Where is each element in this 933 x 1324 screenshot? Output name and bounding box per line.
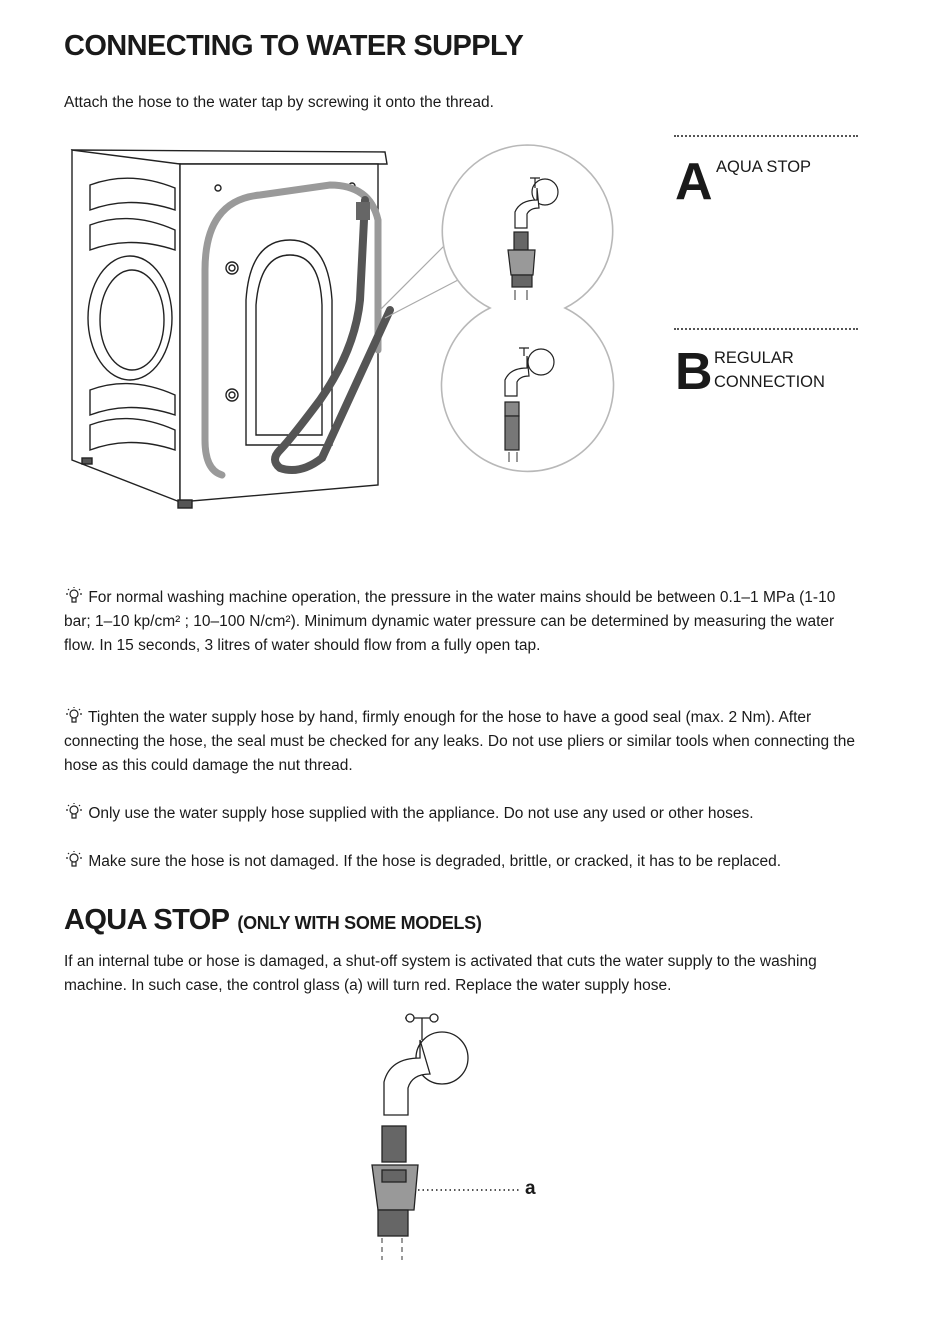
tip-item [64, 802, 884, 826]
aqua-stop-tap-illustration [360, 1010, 530, 1265]
aqua-stop-note: (ONLY WITH SOME MODELS) [237, 913, 482, 933]
divider-a [674, 135, 858, 137]
option-a-label: AQUA STOP [716, 158, 812, 176]
aqua-stop-heading [64, 904, 482, 937]
lightbulb-tip-icon [64, 706, 84, 724]
lightbulb-tip-icon [64, 802, 84, 820]
option-b-label: REGULAR CONNECTION [714, 349, 825, 391]
aqua-stop-title: AQUA STOP [64, 904, 230, 936]
divider-b [674, 328, 858, 330]
aqua-stop-text: If an internal tube or hose is damaged, a shut-off system is activated that cuts the water supply to the washing machine. In such case, the control glass (a) will turn red. Replace the water supply hose. [64, 953, 817, 994]
washing-machine-illustration [60, 140, 400, 515]
callout-a-label: a [525, 1178, 536, 1199]
option-b-letter: B [675, 343, 713, 401]
lightbulb-tip-icon [64, 850, 84, 868]
page-title: CONNECTING TO WATER SUPPLY [64, 30, 524, 62]
option-a-letter: A [675, 153, 713, 211]
lightbulb-tip-icon [64, 586, 84, 604]
intro-text: Attach the hose to the water tap by screwing it onto the thread. [64, 94, 494, 111]
tip-text: Make sure the hose is not damaged. If the hose is degraded, brittle, or cracked, it has to be replaced. [88, 853, 782, 870]
tip-text: Tighten the water supply hose by hand, firmly enough for the hose to have a good seal (max. 2 Nm). After connecting the hose, the seal must be checked for any leaks. Do not use pliers or similar tools when connecting the hose as this could damage the nut thread. [64, 709, 855, 774]
tip-item [64, 586, 864, 658]
tip-text: Only use the water supply hose supplied with the appliance. Do not use any used or other hoses. [88, 805, 754, 822]
tip-text: For normal washing machine operation, the pressure in the water mains should be between 0.1–1 MPa (1-10 bar; 1–10 kp/cm² ; 10–100 N/cm²). Minimum dynamic water pressure can be determined by measuring the water flow. In 15 seconds, 3 litres of water should flow from a fully open tap. [64, 589, 836, 654]
tap-connection-detail [435, 140, 620, 475]
tip-item [64, 706, 864, 778]
tip-item [64, 850, 824, 874]
